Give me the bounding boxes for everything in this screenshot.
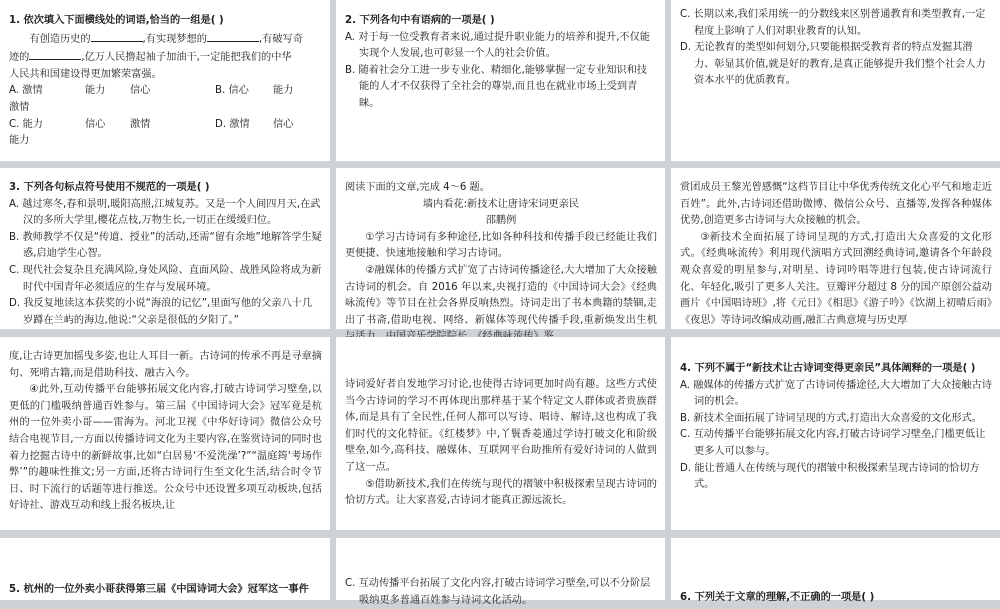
reading-instruction: 阅读下面的文章,完成 4～6 题。 xyxy=(345,182,490,193)
text-fragment: 有创造历史的 xyxy=(29,33,91,45)
article-author: 邵鹏例 xyxy=(485,215,517,227)
blank-2 xyxy=(207,30,259,42)
option-a-word-1: A. 激情 xyxy=(9,85,43,97)
panel-question-5 xyxy=(0,538,330,600)
article-paragraph-4-cont: 诗词爱好者自发地学习讨论,也使得古诗词更加时尚有趣。这些方式使当今古诗词的学习不再体现出那样基于某个特定文人群体或者贵族群体,而是具有了全民性,任何人都可以写诗、唱诗、解诗,这也构成了我们时代的文化特征。《红楼梦》中,丫鬟香菱通过学诗打破文化和阶级壁垒,如今,高科技、融媒体、互联网平台助推所有爱好诗词的人做到了这一点。 xyxy=(345,379,657,473)
question-4-option-b: B. 新技术全面拓展了诗词呈现的方式,打造出大众喜爱的文化形式。 xyxy=(680,412,982,424)
option-d-word-3: 能力 xyxy=(9,135,30,147)
question-2-option-b: B. 随着社会分工进一步专业化、精细化,能够掌握一定专业知识和技能的人才不仅获得了全社会的尊崇,而且也在就业市场上受到青睐。 xyxy=(345,64,647,109)
options-cd xyxy=(9,117,322,150)
blank-1 xyxy=(91,30,143,42)
article-paragraph-5: ⑤借助新技术,我们在传统与现代的褶皱中积极探索呈现古诗词的恰切方式。让大家喜爱,古诗词才能真正源远流长。 xyxy=(345,478,657,507)
question-6-stem: 6. 下列关于文章的理解,不正确的一项是( ) xyxy=(680,592,875,603)
text-fragment: 迹的 xyxy=(9,52,30,64)
panel-question-2 xyxy=(336,0,665,161)
option-c-word-3: 激情 xyxy=(130,118,151,130)
text-fragment: ,亿万人民撸起袖子加油干,一定能把我们的中华 xyxy=(81,52,292,64)
question-2-stem: 2. 下列各句中有语病的一项是( ) xyxy=(345,15,495,26)
panel-question-2-cont xyxy=(671,0,1000,161)
text-fragment: ,有实现梦想的 xyxy=(142,33,207,45)
blank-3 xyxy=(29,48,81,60)
panel-question-4 xyxy=(671,337,1000,530)
option-a-word-2: 能力 xyxy=(85,85,106,97)
question-4-option-a: A. 融媒体的传播方式扩宽了古诗词传播途径,大大增加了大众接触古诗词的机会。 xyxy=(680,379,992,408)
question-2-option-d: D. 无论教育的类型如何划分,只要能根据受教育者的特点发掘其潜力、彰显其价值,就是好的教育,是真正能够提升我们整个社会人力资本水平的优质教育。 xyxy=(680,42,986,87)
question-4-stem: 4. 下列不属于“新技术让古诗词变得更亲民”具体阐释的一项是( ) xyxy=(680,363,976,374)
question-5-stem: 5. 杭州的一位外卖小哥获得第三届《中国诗词大会》冠军这一事件 xyxy=(9,584,309,595)
option-b-word-1: B. 信心 xyxy=(215,85,249,97)
panel-question-1 xyxy=(0,0,330,161)
option-b-word-3: 激情 xyxy=(9,101,30,113)
question-2-option-c: C. 长期以来,我们采用统一的分数线来区别普通教育和类型教育,一定程度上影响了人们对职业教育的认知。 xyxy=(680,9,986,37)
panel-question-6 xyxy=(671,538,1000,603)
question-2-option-a: A. 对于每一位受教育者来说,通过提升职业能力的培养和提升,不仅能实现个人发展,也可彰显一个人的社会价值。 xyxy=(345,31,650,60)
question-3-option-a: A. 越过寒冬,春和景明,暖阳高照,江城复苏。又是一个人间四月天,在武汉的多所大学里,樱花点枝,万物生长,一切正在缓缓归位。 xyxy=(9,198,321,227)
option-c-word-1: C. 能力 xyxy=(9,118,43,130)
question-3-option-c: C. 现代社会复杂且充满风险,身处风险、直面风险、战胜风险将成为新时代中国青年必须适应的生存与发展环境。 xyxy=(9,264,322,293)
panel-reading-cont-1 xyxy=(671,168,1000,329)
question-1-stem: 1. 依次填入下面横线处的词语,恰当的一组是( ) xyxy=(9,15,224,26)
question-4-option-c: C. 互动传播平台能够拓展文化内容,打破古诗词学习壁垒,门槛更低让更多人可以参与。 xyxy=(680,429,986,457)
text-fragment: ,有破写奇 xyxy=(258,33,303,45)
article-paragraph-1: ①学习古诗词有多种途径,比如各种科技和传播手段已经能让我们更便捷、快速地接触和学习古诗词。 xyxy=(345,231,657,260)
panel-reading-intro xyxy=(336,168,665,329)
option-d-word-1: D. 激情 xyxy=(215,118,250,130)
option-c-word-2: 信心 xyxy=(85,118,106,130)
panel-question-3 xyxy=(0,168,330,329)
question-3-option-d: D. 我反复地读这本获奖的小说“海浪的记忆”,里面写他的父亲八十几岁蹲在兰屿的海边,他说:“父亲是很低的夕阳了。” xyxy=(9,298,313,326)
question-4-option-d: D. 能让普通人在传统与现代的褶皱中积极探索呈现古诗词的恰切方式。 xyxy=(680,462,980,491)
article-paragraph-4: ④此外,互动传播平台能够拓展文化内容,打破古诗词学习壁垒,以更低的门槛吸纳普通百姓参与。第三届《中国诗词大会》冠军竟是杭州的一位外卖小哥——雷海为。河北卫视《中华好诗词》微信公众号结合电视节目,一方面以传播诗词文化为主要内容,在鉴赏诗词的同时也着力挖掘古诗中的新鲜故事,比如“白居易‘不爱洗澡’?”“温庭筠‘考场作弊’”的趣味性推文;另一方面,还将古诗词行生至文化生活,结合时令节日、时下流行的话题等进行推送。公众号中还设置多项互动板块,包括好诗社、游戏互动和线上报名板块,让 xyxy=(9,384,322,512)
article-title: 墙内看花:新技术让唐诗宋词更亲民 xyxy=(422,198,580,210)
question-1-text xyxy=(9,30,322,49)
question-3-option-b: B. 教师教学不仅是“传道、授业”的活动,还需“留有余地”地解答学生疑惑,启迪学生心智。 xyxy=(9,231,322,260)
article-paragraph-2-cont: 赏团成员王黎光曾感慨“这档节目让中华优秀传统文化心平气和地走近百姓”。此外,古诗词还借助微博、微信公众号、直播等,发挥各种媒体优势,创造更多古诗词与大众接触的机会。 xyxy=(680,182,992,227)
panel-question-5-cont xyxy=(336,538,665,606)
question-5-option-c: C. 互动传播平台拓展了文化内容,打破古诗词学习壁垒,可以不分阶层吸纳更多普通百姓参与诗词文化活动。 xyxy=(345,578,651,606)
question-1-text-3: 人民共和国建设得更加繁荣富强。 xyxy=(9,68,162,80)
option-a-word-3: 信心 xyxy=(130,85,151,97)
article-paragraph-3: ③新技术全面拓展了诗词呈现的方式,打造出大众喜爱的文化形式。《经典咏流传》利用现代演唱方式回溯经典诗词,邀请各个年龄段观众喜爱的明星参与,对明星、诗词吟唱等进行包装,使古诗词流行化、年轻化,吸引了更多人关注。豆瓣评分超过 8 分的国产原创公益动画片《中国唱诗班》,将《元日》《相思》《游子吟》《饮湖上初晴后雨》《夜思》等诗词改编成动画,融汇古典意境与历史厚 xyxy=(680,231,992,326)
article-paragraph-3-cont: 度,让古诗更加摇曳多姿,也让人耳目一新。古诗词的传承不再是寻章摘句、死啃古籍,而是借助科技、融古入今。 xyxy=(9,351,322,379)
question-3-stem: 3. 下列各句标点符号使用不规范的一项是( ) xyxy=(9,182,210,193)
option-d-word-2: 信心 xyxy=(273,118,294,130)
options-ab xyxy=(9,83,322,116)
option-b-word-2: 能力 xyxy=(273,85,294,97)
panel-reading-cont-2 xyxy=(0,337,330,530)
question-1-text-2 xyxy=(9,48,322,67)
article-paragraph-2: ②融媒体的传播方式扩宽了古诗词传播途径,大大增加了大众接触古诗词的机会。自 2016 年以来,央视打造的《中国诗词大会》《经典咏流传》等节目在社会各界反响热烈。诗词走出了书本典籍的禁锢,走出了书斋,借助电视、网络、新媒体等现代传播手段,重新焕发出生机 xyxy=(345,264,657,326)
panel-reading-cont-3 xyxy=(336,337,665,530)
